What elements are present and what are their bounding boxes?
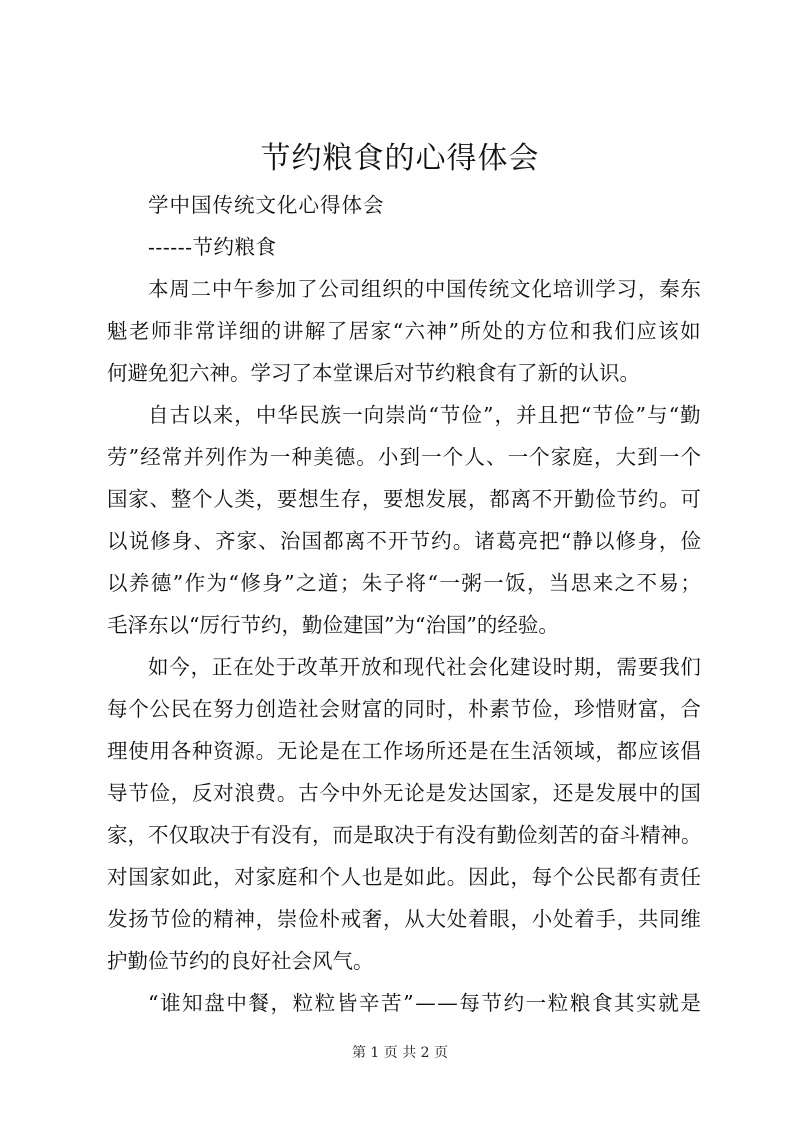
- paragraph-3-line-2: 每 个 公 民 在 努 力 创 造 社 会 财 富 的 同 时 ， 朴 素 节 俭 ， 珍 惜 财 富 ， 合: [107, 697, 701, 721]
- paragraph-3-line-4: 导 节 俭 ， 反 对 浪 费 。 古 今 中 外 无 论 是 发 达 国 家 ， 还 是 发 展 中 的 国: [107, 781, 701, 805]
- paragraph-2-line-3: 国 家 、 整 个 人 类 ， 要 想 生 存 ， 要 想 发 展 ， 都 离 不 开 勤 俭 节 约 。 可: [107, 487, 701, 511]
- paragraph-3-line-8: 护勤俭节约的良好社会风气。: [107, 949, 374, 973]
- section-subtitle-dash: ------节约粮食: [148, 235, 277, 259]
- paragraph-2-line-6: 毛泽东以“厉行节约，勤俭建国”为“治国”的经验。: [107, 613, 559, 637]
- paragraph-1-line-3: 何避免犯六神。学习了本堂课后对节约粮食有了新的认识。: [107, 361, 640, 385]
- page-footer-page-number: 第 1 页 共 2 页: [351, 1045, 449, 1061]
- document-body: [107, 184, 701, 1024]
- paragraph-4-line-1: “ 谁 知 盘 中 餐 ， 粒 粒 皆 辛 苦 ” — — 每 节 约 一 粒 粮 食 其 实 就 是: [148, 991, 701, 1015]
- paragraph-3-line-7: 发 扬 节 俭 的 精 神 ， 崇 俭 朴 戒 奢 ， 从 大 处 着 眼 ， 小 处 着 手 ， 共 同 维: [107, 907, 701, 931]
- section-subtitle: 学中国传统文化心得体会: [148, 193, 385, 217]
- paragraph-3-line-1: 如 今 ， 正 在 处 于 改 革 开 放 和 现 代 社 会 化 建 设 时 期 ， 需 要 我 们: [148, 655, 701, 679]
- paragraph-2-line-5: 以 养 德 ” 作 为 “ 修 身 ” 之 道 ； 朱 子 将 “ 一 粥 一 饭 ， 当 思 来 之 不 易 ；: [107, 571, 701, 595]
- paragraph-2-line-1: 自 古 以 来 ， 中 华 民 族 一 向 崇 尚 “ 节 俭 ” ， 并 且 把 “ 节 俭 ” 与 “ 勤: [148, 403, 701, 427]
- paragraph-1-line-2: 魁 老 师 非 常 详 细 的 讲 解 了 居 家 “ 六 神 ” 所 处 的 方 位 和 我 们 应 该 如: [107, 319, 701, 343]
- paragraph-3-line-5: 家 ， 不 仅 取 决 于 有 没 有 ， 而 是 取 决 于 有 没 有 勤 俭 刻 苦 的 奋 斗 精 神 。: [107, 823, 701, 847]
- paragraph-3-line-3: 理 使 用 各 种 资 源 。 无 论 是 在 工 作 场 所 还 是 在 生 活 领 域 ， 都 应 该 倡: [107, 739, 701, 763]
- paragraph-2-line-2: 劳 ” 经 常 并 列 作 为 一 种 美 德 。 小 到 一 个 人 、 一 个 家 庭 ， 大 到 一 个: [107, 445, 701, 469]
- page-title: 节约粮食的心得体会: [260, 141, 540, 176]
- paragraph-3-line-6: 对 国 家 如 此 ， 对 家 庭 和 个 人 也 是 如 此 。 因 此 ， 每 个 公 民 都 有 责 任: [107, 865, 701, 889]
- paragraph-2-line-4: 以 说 修 身 、 齐 家 、 治 国 都 离 不 开 节 约 。 诸 葛 亮 把 “ 静 以 修 身 ， 俭: [107, 529, 701, 553]
- paragraph-1-line-1: 本 周 二 中 午 参 加 了 公 司 组 织 的 中 国 传 统 文 化 培 训 学 习 ， 秦 东: [148, 277, 701, 301]
